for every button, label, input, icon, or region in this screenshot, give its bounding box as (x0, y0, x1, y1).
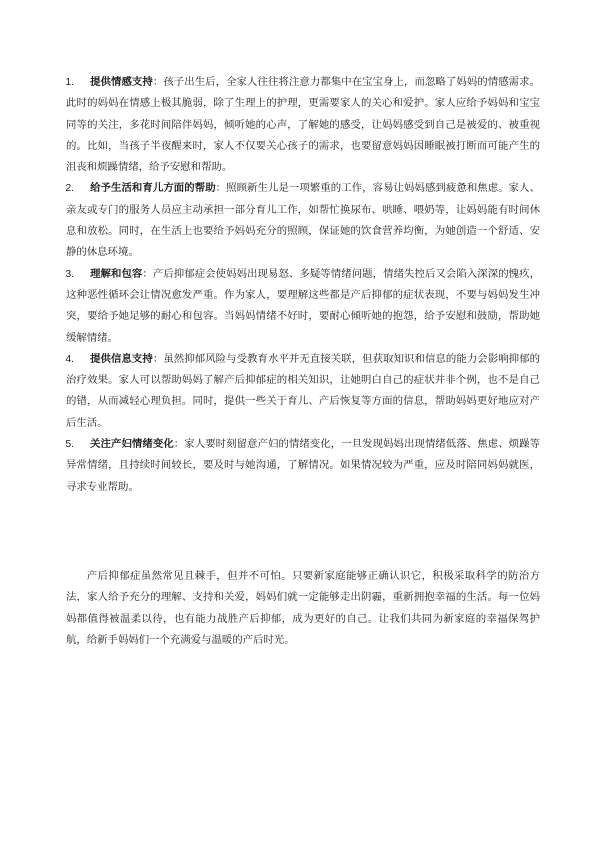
list-item (66, 72, 540, 178)
list-item-title: 提供情感支持 (90, 76, 153, 88)
list-item (66, 349, 540, 434)
list-item-number: 2. (65, 183, 74, 195)
list-item-number: 1. (65, 77, 74, 88)
list-item-title: 关注产妇情绪变化 (90, 438, 174, 451)
list-item-text: ：孩子出生后，全家人往往将注意力都集中在宝宝身上，而忽略了妈妈的情感需求。此时的妈妈在情感上极其脆弱，除了生理上的护理，更需要家人的关心和爱护。家人应给予妈妈和宝宝同等的关注，多花时间陪伴妈妈，倾听她的心声，了解她的感受，让妈妈感受到自己是被爱的、被重视的。比如，当孩子半夜醒来时，家人不仅要关心孩子的需求，也要留意妈妈因睡眠被打断而可能产生的沮丧和烦躁情绪，给予安慰和帮助。 (66, 76, 541, 174)
list-item-text: ：虽然抑郁风险与受教育水平并无直接关联，但获取知识和信息的能力会影响抑郁的治疗效果。家人可以帮助妈妈了解产后抑郁症的相关知识，让她明白自己的症状并非个例，也不是自己的错，从而减轻心理负担。同时，提供一些关于育儿、产后恢复等方面的信息，帮助妈妈更好地应对产后生活。 (66, 352, 541, 429)
list-item (66, 434, 540, 498)
list-item-text: ：家人要时刻留意产妇的情绪变化，一旦发现妈妈出现情绪低落、焦虑、烦躁等异常情绪，且持续时间较长，要及时与她沟通，了解情况。如果情况较为严重，应及时陪同妈妈就医，寻求专业帮助。 (66, 438, 540, 493)
list-item-text: ：产后抑郁症会使妈妈出现易怒、多疑等情绪问题，情绪失控后又会陷入深深的愧疚，这种恶性循环会让情况愈发严重。作为家人，要理解这些都是产后抑郁的症状表现，不要与妈妈发生冲突，要给予她足够的耐心和包容。当妈妈情绪不好时，要耐心倾听她的抱怨，给予安慰和鼓励，帮助她缓解情绪。 (66, 267, 541, 344)
list-item-number: 5. (65, 439, 74, 451)
support-tips-list (66, 72, 540, 498)
list-item-title: 提供信息支持 (90, 352, 153, 365)
closing-paragraph: 产后抑郁症虽然常见且棘手，但并不可怕。只要新家庭能够正确认识它，积极采取科学的防治方法，家人给予充分的理解、支持和关爱，妈妈们就一定能够走出阴霾，重新拥抱幸福的生活。每一位妈妈都值得被温柔以待，也有能力战胜产后抑郁，成为更好的自己。让我们共同为新家庭的幸福保驾护航，给新手妈妈们一个充满爱与温暖的产后时光。 (66, 570, 540, 646)
list-item-title: 理解和包容 (90, 267, 143, 280)
list-item-title: 给予生活和育儿方面的帮助 (90, 182, 216, 195)
list-item-text: ：照顾新生儿是一项繁重的工作，容易让妈妈感到疲惫和焦虑。家人、亲友或专门的服务人员应主动承担一部分育儿工作，如帮忙换尿布、哄睡、喂奶等，让妈妈能有时间休息和放松。同时，在生活上也要给予妈妈充分的照顾，保证她的饮食营养均衡，为她创造一个舒适、安静的休息环境。 (66, 182, 540, 259)
list-item-number: 3. (65, 268, 74, 280)
list-item (66, 178, 540, 263)
list-item (66, 264, 540, 349)
list-item-number: 4. (65, 353, 74, 365)
